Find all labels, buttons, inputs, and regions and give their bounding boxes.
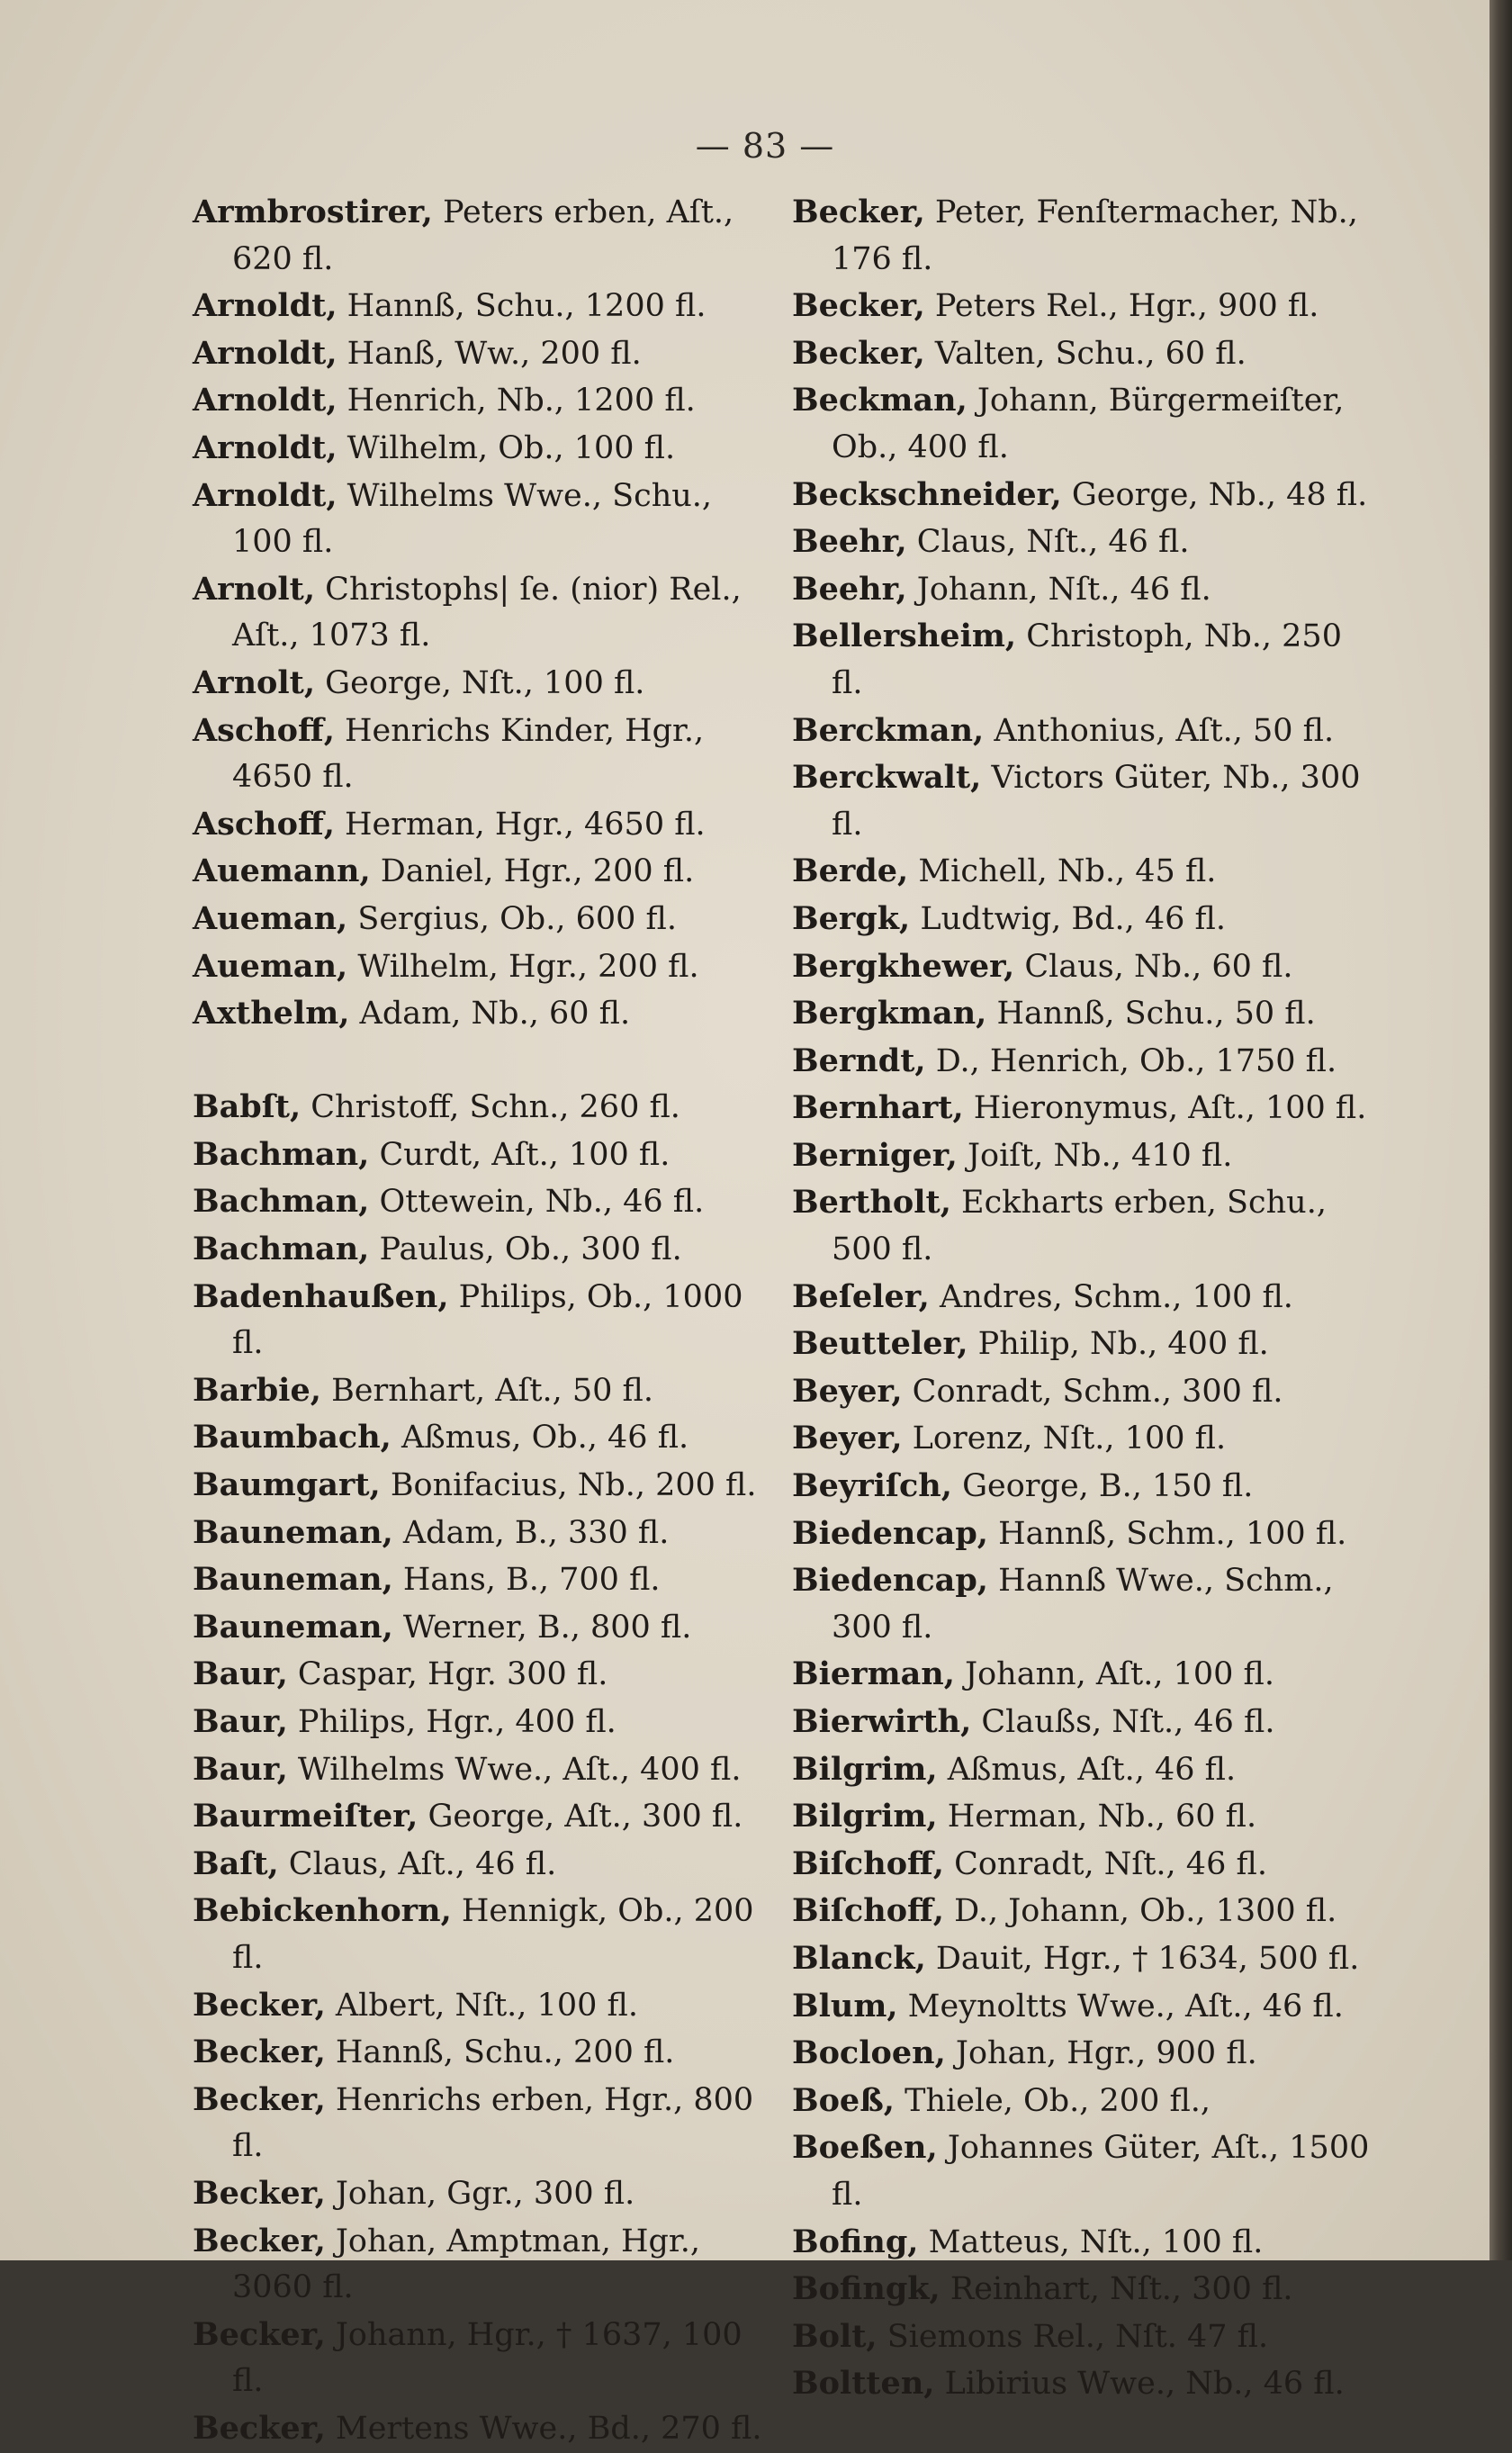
entry-surname: Beehr, [792,523,907,561]
register-entry [193,1510,769,1557]
entry-surname: Baur, [193,1750,288,1788]
entry-details: Michell, Nb., 45 fl. [908,853,1217,890]
entry-details: Henrich, Nb., 1200 fl. [337,383,696,419]
entry-surname: Berde, [792,852,909,890]
entry-details: Hannß, Schu., 50 fl. [986,996,1316,1033]
entry-surname: Baur, [193,1655,288,1693]
register-entry [193,1084,769,1132]
register-entry [792,1415,1377,1463]
entry-surname: Baurmeiſter, [193,1798,418,1835]
entry-surname: Aueman, [193,899,348,937]
entry-details: Herman, Hgr., 4650 fl. [334,806,706,843]
register-entry [193,1888,769,1981]
entry-details: Philips, Ob., 1000 fl. [232,1278,743,1362]
entry-surname: Blanck, [792,1939,926,1977]
entry-details: George, Aſt., 300 fl. [418,1799,743,1835]
entry-surname: Berniger, [792,1136,958,1174]
register-entry [792,1463,1377,1511]
register-entry [193,189,769,283]
entry-surname: Bergk, [792,899,911,937]
entry-details: Wilhelms Wwe., Schu., 100 fl. [232,477,713,561]
entry-surname: Beckman, [792,382,968,419]
register-entry [193,425,769,473]
entry-surname: Bachman, [193,1135,370,1173]
entry-details: George, Nſt., 100 fl. [315,664,645,701]
entry-surname: Beyer, [792,1372,903,1410]
register-entry [193,377,769,425]
entry-details: Hannß, Schu., 1200 fl. [337,288,706,325]
register-entry [193,566,769,660]
entry-details: Meynoltts Wwe., Aſt., 46 fl. [897,1988,1344,2025]
entry-details: Daniel, Hgr., 200 fl. [370,853,695,890]
entry-details: Peters erben, Aſt., 620 fl. [232,194,734,277]
section-gap [193,1038,769,1085]
entry-surname: Bergkman, [792,995,987,1033]
entry-details: Lorenz, Nſt., 100 fl. [902,1420,1227,1457]
entry-details: Thiele, Ob., 200 fl., [894,2082,1211,2119]
register-entry [792,1368,1377,1416]
entry-details: Christophs| ſe. (nior) Rel., Aſt., 1073 fl. [232,571,742,654]
register-entry [792,943,1377,991]
register-entry [792,2030,1377,2078]
register-entry [193,990,769,1038]
entry-surname: Berndt, [792,1042,926,1079]
entry-details: Werner, B., 800 fl. [392,1609,692,1646]
register-entry [792,2360,1377,2408]
register-entry [193,1462,769,1510]
entry-details: Sergius, Ob., 600 fl. [347,900,677,937]
entry-surname: Becker, [193,2034,326,2071]
entry-surname: Beyer, [792,1420,903,1457]
entry-surname: Boltten, [792,2365,935,2403]
entry-surname: Berckman, [792,711,985,749]
entry-surname: Bellersheim, [792,618,1017,655]
entry-details: Philips, Hgr., 400 fl. [287,1704,616,1740]
register-entry [193,283,769,330]
entry-details: Valten, Schu., 60 fl. [924,335,1246,372]
entry-details: Christoff, Schn., 260 fl. [301,1089,680,1126]
entry-surname: Arnoldt, [193,287,338,325]
register-entry [193,896,769,943]
entry-surname: Bierman, [792,1655,955,1693]
entry-surname: Biedencap, [792,1562,988,1600]
register-entry [792,2266,1377,2313]
register-entry [193,1793,769,1841]
entry-details: Johan, Amptman, Hgr., 3060 fl. [232,2223,701,2306]
register-entry [193,2029,769,2077]
register-entry [792,1793,1377,1841]
register-entry [193,708,769,801]
register-entry [792,613,1377,707]
register-entry [193,1651,769,1699]
register-entry [193,1226,769,1274]
entry-surname: Bofingk, [792,2270,940,2308]
register-entry [193,1132,769,1179]
entry-details: Johan, Ggr., 300 fl. [325,2175,635,2212]
register-entry [792,2124,1377,2218]
entry-surname: Blum, [792,1987,898,2025]
entry-surname: Bertholt, [792,1184,951,1222]
entry-details: Eckharts erben, Schu., 500 fl. [832,1185,1327,1268]
entry-surname: Biſchoff, [792,1844,944,1882]
register-entry [193,1746,769,1794]
entry-details: Peter, Fenſtermacher, Nb., 176 fl. [832,194,1358,277]
entry-surname: Bauneman, [193,1513,393,1551]
entry-surname: Aueman, [193,947,348,985]
entry-details: Ludtwig, Bd., 46 fl. [910,900,1227,937]
entry-surname: Babſt, [193,1088,302,1126]
entry-details: George, B., 150 fl. [951,1468,1254,1505]
register-entry [193,473,769,566]
register-entry [193,1841,769,1889]
register-entry [193,2077,769,2170]
register-entry [193,330,769,378]
register-entry [792,1841,1377,1889]
register-entry [193,1982,769,2030]
entry-details: Adam, Nb., 60 fl. [349,996,631,1033]
register-entry [193,1556,769,1604]
entry-details: Ottewein, Nb., 46 fl. [369,1184,705,1221]
entry-surname: Aschoff, [193,805,335,843]
entry-surname: Bauneman, [193,1608,393,1646]
entry-details: Johann, Aſt., 100 fl. [954,1656,1274,1693]
entry-surname: Becker, [792,334,925,372]
entry-surname: Bernhart, [792,1089,964,1127]
entry-details: Henrichs erben, Hgr., 800 fl. [232,2081,754,2165]
entry-details: Caspar, Hgr. 300 fl. [287,1656,608,1693]
entry-surname: Badenhaußen, [193,1277,449,1315]
entry-details: Siemons Rel., Nſt. 47 fl. [877,2318,1269,2355]
entry-surname: Becker, [193,2222,326,2259]
entry-details: Curdt, Aſt., 100 fl. [369,1136,670,1173]
entry-details: Conradt, Schm., 300 fl. [902,1373,1283,1410]
register-entry [792,1511,1377,1558]
entry-surname: Arnoldt, [193,334,338,372]
register-entry [792,2313,1377,2361]
register-entry [792,1274,1377,1321]
entry-surname: Armbrostirer, [193,194,433,230]
entry-details: Bonifacius, Nb., 200 fl. [380,1467,757,1504]
register-entry [792,189,1377,283]
entry-details: Henrichs Kinder, Hgr., 4650 fl. [232,712,705,796]
entry-surname: Becker, [193,2080,326,2118]
entry-surname: Biſchoff, [792,1892,944,1930]
register-entry [193,1414,769,1462]
register-entry [792,1935,1377,1983]
entry-details: Albert, Nſt., 100 fl. [325,1987,638,2024]
entry-details: Paulus, Ob., 300 fl. [369,1231,682,1268]
entry-details: D., Henrich, Ob., 1750 fl. [925,1042,1337,1079]
entry-surname: Beutteler, [792,1325,968,1363]
register-entry [193,660,769,708]
entry-details: Claußs, Nſt., 46 fl. [971,1704,1275,1740]
register-entry [792,1699,1377,1746]
entry-details: Wilhelm, Hgr., 200 fl. [347,948,699,985]
entry-details: Johann, Bürgermeiſter, Ob., 400 fl. [832,383,1345,465]
entry-surname: Boeß, [792,2081,895,2119]
entry-surname: Barbie, [193,1371,321,1409]
entry-surname: Bauneman, [193,1561,393,1599]
entry-details: Johann, Nſt., 46 fl. [906,571,1211,608]
entry-surname: Arnoldt, [193,476,338,514]
register-entry [193,943,769,991]
entry-details: Matteus, Nſt., 100 fl. [918,2223,1264,2260]
entry-surname: Bolt, [792,2317,878,2355]
entry-details: Johannes Güter, Aſt., 1500 fl. [832,2130,1370,2213]
register-entry [193,1274,769,1367]
entry-details: Joiſt, Nb., 410 fl. [957,1137,1233,1174]
entry-details: Claus, Nſt., 46 fl. [906,524,1190,561]
entry-surname: Bierwirth, [792,1703,972,1740]
entry-details: Philip, Nb., 400 fl. [968,1326,1269,1363]
entry-surname: Axthelm, [193,995,350,1033]
right-column [792,189,1377,2408]
entry-surname: Arnoldt, [193,428,338,466]
entry-surname: Beyriſch, [792,1467,952,1505]
entry-details: Bernhart, Aſt., 50 fl. [320,1372,654,1409]
entry-details: Aßmus, Aſt., 46 fl. [937,1751,1237,1788]
register-entry [193,2218,769,2312]
entry-details: Wilhelm, Ob., 100 fl. [337,429,676,466]
entry-surname: Becker, [193,2315,326,2353]
entry-details: Hennigk, Ob., 200 fl. [232,1893,754,1976]
register-entry [193,2170,769,2218]
register-entry [193,848,769,896]
entry-details: Peters Rel., Hgr., 900 fl. [924,288,1319,325]
register-entry [792,1038,1377,1086]
entry-surname: Arnolt, [193,570,316,608]
entry-surname: Becker, [193,1986,326,2024]
entry-details: Hannß, Schm., 100 fl. [987,1515,1347,1552]
entry-details: Hanß, Ww., 200 fl. [337,335,642,372]
entry-surname: Baſt, [193,1844,279,1882]
entry-surname: Bofing, [792,2223,919,2260]
entry-surname: Becker, [792,194,925,230]
entry-details: Johan, Hgr., 900 fl. [945,2035,1257,2072]
register-entry [792,377,1377,471]
entry-surname: Bocloen, [792,2034,946,2072]
entry-details: Conradt, Nſt., 46 fl. [943,1845,1267,1882]
entry-details: Reinhart, Nſt., 300 fl. [940,2271,1293,2308]
register-entry [792,1132,1377,1180]
register-entry [193,1604,769,1652]
entry-details: Dauit, Hgr., † 1634, 500 fl. [925,1940,1360,1977]
register-entry [792,1179,1377,1273]
entry-surname: Berckwalt, [792,759,982,797]
register-entry [792,1983,1377,2031]
entry-details: Aßmus, Ob., 46 fl. [391,1420,689,1456]
register-entry [792,330,1377,378]
entry-details: D., Johann, Ob., 1300 fl. [943,1893,1337,1930]
entry-surname: Bachman, [193,1231,370,1268]
register-entry [792,1651,1377,1699]
entry-details: Libirius Wwe., Nb., 46 fl. [934,2366,1345,2403]
register-entry [792,472,1377,519]
entry-details: Anthonius, Aſt., 50 fl. [984,712,1335,749]
entry-surname: Bilgrim, [792,1750,938,1788]
register-entry [193,1699,769,1746]
page-number: — 83 — [695,126,835,166]
entry-details: Hannß Wwe., Schm., 300 fl. [832,1563,1334,1646]
entry-details: Mertens Wwe., Bd., 270 fl. [325,2410,762,2447]
register-entry [193,1178,769,1226]
entry-surname: Baur, [193,1703,288,1740]
entry-details: Adam, B., 330 fl. [392,1514,670,1551]
entry-details: Hans, B., 700 fl. [392,1562,661,1599]
entry-surname: Auemann, [193,852,371,890]
register-entry [792,990,1377,1038]
entry-details: George, Nb., 48 fl. [1061,476,1368,513]
entry-details: Johann, Hgr., † 1637, 100 fl. [232,2316,742,2400]
entry-surname: Bergkhewer, [792,947,1015,985]
register-entry [792,708,1377,755]
register-entry [792,1321,1377,1368]
entry-surname: Beehr, [792,570,907,608]
entry-details: Claus, Aſt., 46 fl. [278,1845,557,1882]
entry-surname: Baumbach, [193,1419,392,1456]
register-entry [792,1746,1377,1794]
register-entry [193,2312,769,2405]
register-entry [792,848,1377,896]
register-entry [193,1367,769,1415]
register-entry [792,283,1377,330]
entry-surname: Bilgrim, [792,1798,938,1835]
entry-details: Claus, Nb., 60 fl. [1014,948,1293,985]
entry-surname: Becker, [193,2174,326,2212]
entry-surname: Boeßen, [792,2129,938,2167]
register-entry [792,896,1377,943]
entry-details: Victors Güter, Nb., 300 fl. [832,760,1361,843]
register-entry [792,1085,1377,1132]
entry-surname: Bebickenhorn, [193,1892,452,1930]
register-entry [792,566,1377,614]
book-edge [1490,0,1512,2260]
register-entry [193,801,769,849]
entry-surname: Becker, [792,287,925,325]
entry-details: Wilhelms Wwe., Aſt., 400 fl. [287,1751,742,1788]
left-column [193,189,769,2453]
entry-surname: Beſeler, [792,1277,930,1315]
entry-surname: Baumgart, [193,1466,381,1504]
register-entry [792,2219,1377,2267]
entry-surname: Biedencap, [792,1514,988,1552]
entry-surname: Arnoldt, [193,382,338,419]
register-entry [792,754,1377,848]
register-entry [792,1557,1377,1651]
entry-details: Andres, Schm., 100 fl. [929,1278,1293,1315]
entry-surname: Becker, [193,2409,326,2447]
entry-details: Christoph, Nb., 250 fl. [832,618,1342,701]
register-entry [193,2405,769,2453]
register-entry [792,2078,1377,2125]
entry-surname: Arnolt, [193,663,316,701]
entry-details: Hieronymus, Aſt., 100 fl. [963,1090,1367,1127]
entry-details: Herman, Nb., 60 fl. [937,1799,1257,1835]
register-entry [792,519,1377,566]
entry-surname: Bachman, [193,1183,370,1221]
entry-surname: Aschoff, [193,711,335,749]
entry-details: Hannß, Schu., 200 fl. [325,2034,675,2071]
register-entry [792,1888,1377,1935]
entry-surname: Beckschneider, [792,475,1062,513]
